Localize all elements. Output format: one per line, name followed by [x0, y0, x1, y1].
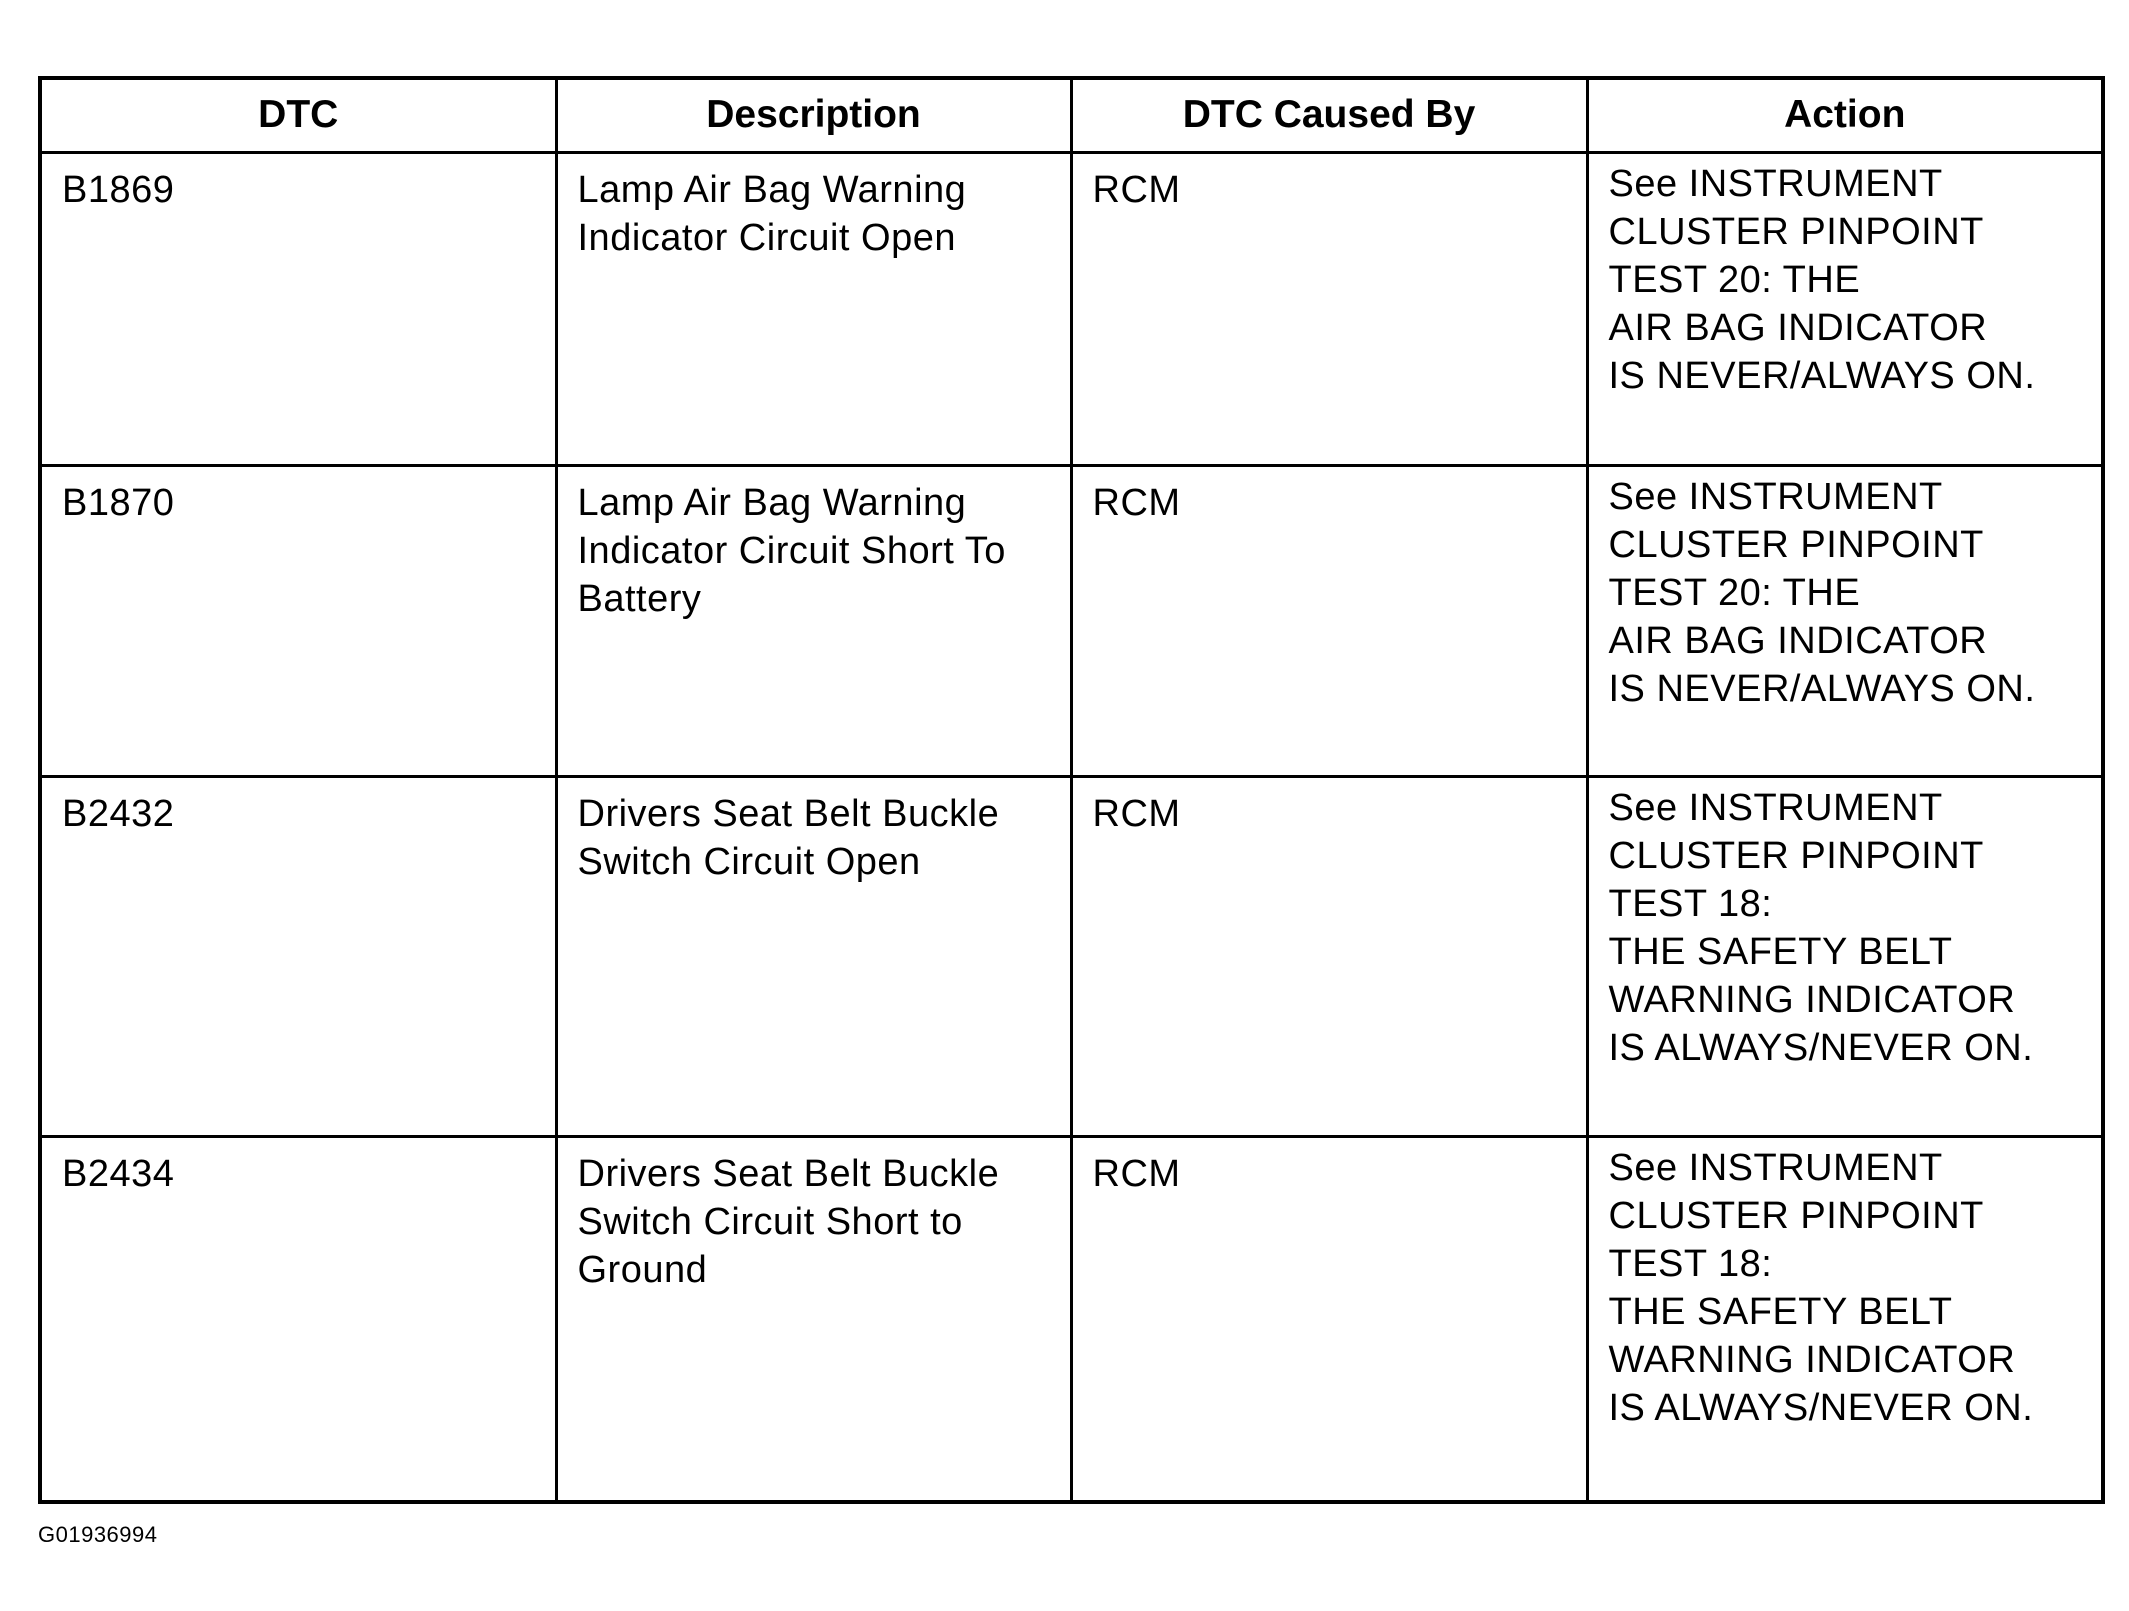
action-cell: [1587, 152, 2103, 465]
dtc-code-cell: [40, 152, 556, 465]
action-line: THE SAFETY BELT: [1608, 930, 1953, 973]
caused-by-value: RCM: [1092, 168, 1181, 211]
table-row: [40, 152, 2103, 465]
dtc-code-cell: [40, 465, 556, 776]
caused-by-cell: [1071, 152, 1587, 465]
action-line: TEST 20: THE: [1608, 571, 1861, 614]
action-line: IS ALWAYS/NEVER ON.: [1608, 1386, 2034, 1429]
description-line: Lamp Air Bag Warning: [577, 481, 967, 524]
caused-by-cell: [1071, 1136, 1587, 1502]
dtc-code: B2434: [62, 1152, 175, 1195]
dtc-code: B1869: [62, 168, 175, 211]
action-line: IS ALWAYS/NEVER ON.: [1608, 1026, 2034, 1069]
caused-by-cell: [1071, 465, 1587, 776]
action-line: WARNING INDICATOR: [1608, 1338, 2016, 1381]
action-cell: [1587, 465, 2103, 776]
action-line: AIR BAG INDICATOR: [1608, 306, 1988, 349]
action-line: IS NEVER/ALWAYS ON.: [1608, 667, 2036, 710]
action-line: AIR BAG INDICATOR: [1608, 619, 1988, 662]
description-line: Switch Circuit Short to: [577, 1200, 963, 1243]
table-row: [40, 465, 2103, 776]
table-header-row: [40, 78, 2103, 152]
description-line: Battery: [577, 577, 702, 620]
dtc-code-cell: [40, 776, 556, 1136]
action-line: IS NEVER/ALWAYS ON.: [1608, 354, 2036, 397]
description-cell: [556, 152, 1071, 465]
description-cell: [556, 465, 1071, 776]
action-line: THE SAFETY BELT: [1608, 1290, 1953, 1333]
header-dtc-caused-by: DTC Caused By: [1071, 78, 1587, 152]
description-cell: [556, 1136, 1071, 1502]
caused-by-value: RCM: [1092, 792, 1181, 835]
description-line: Ground: [577, 1248, 708, 1291]
action-line: TEST 18:: [1608, 882, 1773, 925]
action-line: CLUSTER PINPOINT: [1608, 834, 1984, 877]
action-line: See INSTRUMENT: [1608, 1146, 1943, 1189]
action-line: CLUSTER PINPOINT: [1608, 523, 1984, 566]
description-line: Indicator Circuit Open: [577, 216, 956, 259]
description-line: Drivers Seat Belt Buckle: [577, 1152, 1000, 1195]
description-line: Indicator Circuit Short To: [577, 529, 1006, 572]
caused-by-value: RCM: [1092, 481, 1181, 524]
figure-code: G01936994: [38, 1522, 158, 1547]
action-line: CLUSTER PINPOINT: [1608, 1194, 1984, 1237]
action-line: TEST 18:: [1608, 1242, 1773, 1285]
description-line: Lamp Air Bag Warning: [577, 168, 967, 211]
dtc-code: B1870: [62, 481, 175, 524]
dtc-code: B2432: [62, 792, 175, 835]
action-line: See INSTRUMENT: [1608, 475, 1943, 518]
dtc-code-cell: [40, 1136, 556, 1502]
action-line: WARNING INDICATOR: [1608, 978, 2016, 1021]
caused-by-cell: [1071, 776, 1587, 1136]
action-cell: [1587, 1136, 2103, 1502]
action-line: See INSTRUMENT: [1608, 786, 1943, 829]
header-dtc: DTC: [40, 78, 556, 152]
dtc-table: [38, 76, 2105, 1504]
action-cell: [1587, 776, 2103, 1136]
description-line: Drivers Seat Belt Buckle: [577, 792, 1000, 835]
action-line: See INSTRUMENT: [1608, 162, 1943, 205]
description-cell: [556, 776, 1071, 1136]
caused-by-value: RCM: [1092, 1152, 1181, 1195]
action-line: CLUSTER PINPOINT: [1608, 210, 1984, 253]
table-row: [40, 1136, 2103, 1502]
header-description: Description: [556, 78, 1071, 152]
table-row: [40, 776, 2103, 1136]
action-line: TEST 20: THE: [1608, 258, 1861, 301]
header-action: Action: [1587, 78, 2103, 152]
description-line: Switch Circuit Open: [577, 840, 921, 883]
